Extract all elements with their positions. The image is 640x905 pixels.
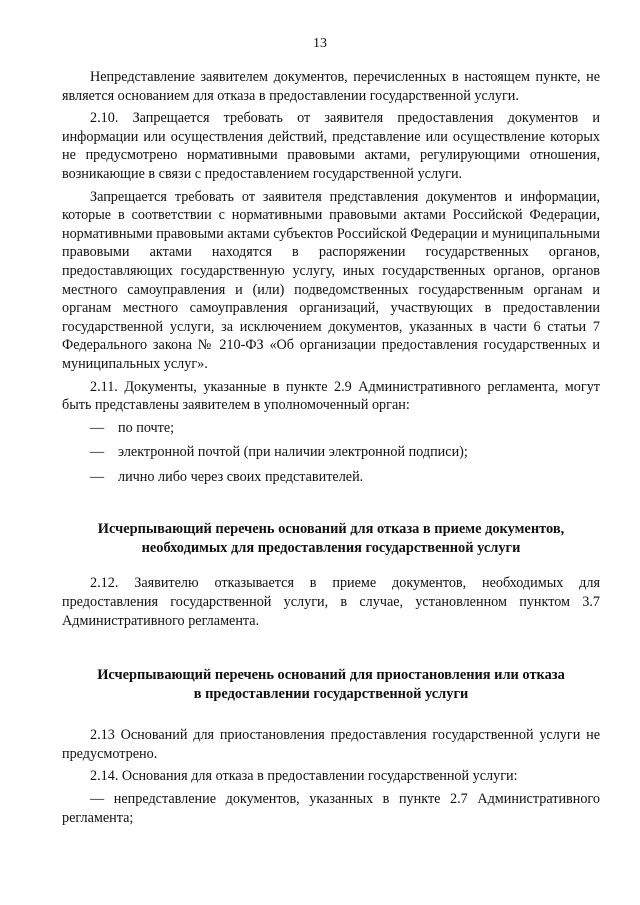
paragraph-2-14: 2.14. Основания для отказа в предоставлении государственной услуги: bbox=[90, 768, 518, 785]
paragraph-intro: Непредставление заявителем документов, перечисленных в настоящем пункте, не является основанием для отказа в предоставлении государственной услуги. bbox=[62, 69, 600, 104]
list-item-email bbox=[62, 443, 600, 462]
heading-line: Исчерпывающий перечень оснований для приостановления или отказа bbox=[97, 667, 565, 684]
page-number: 13 bbox=[313, 36, 327, 51]
dash-marker: — bbox=[90, 468, 105, 485]
document-body bbox=[62, 68, 600, 827]
list-item-mail bbox=[62, 419, 600, 438]
list-item-text: электронной почтой (при наличии электронной подписи); bbox=[118, 444, 468, 461]
paragraph-2-10: 2.10. Запрещается требовать от заявителя предоставления документов и информации или осуществления действий, представление или осуществление которых не предусмотрено нормативными правовыми актами, регулирующими отношения, возникающие в связи с предоставлением государственной услуги. bbox=[62, 110, 600, 182]
paragraph-2-13: 2.13 Оснований для приостановления предоставления государственной услуги не предусмотрено. bbox=[62, 727, 600, 762]
paragraph-prohibition: Запрещается требовать от заявителя представления документов и информации, которые в соответствии с нормативными правовыми актами Российской Федерации, нормативными правовыми актами субъектов Российской Федерации и муниципальными правовыми актами находятся в распоряжении государственных органов, предоставляющих государственную услугу, иных государственных органов, органов местного самоуправления и (или) подведомственных государственным органам и органам местного самоуправления организаций, участвующих в предоставлении государственной услуги, за исключением документов, указанных в части 6 статьи 7 Федерального закона № 210-ФЗ «Об организации предоставления государственных и муниципальных услуг». bbox=[62, 188, 600, 372]
dash-marker: — bbox=[90, 419, 105, 436]
heading-line: Исчерпывающий перечень оснований для отказа в приеме документов, bbox=[97, 521, 565, 538]
section-heading-refusal-acceptance bbox=[62, 520, 600, 558]
section-heading-suspension-refusal bbox=[62, 666, 600, 704]
paragraph-2-14-item: — непредставление документов, указанных в пункте 2.7 Административного регламента; bbox=[62, 791, 600, 826]
dash-marker: — bbox=[90, 444, 105, 461]
paragraph-2-11: 2.11. Документы, указанные в пункте 2.9 Административного регламента, могут быть представлены заявителем в уполномоченный орган: bbox=[62, 378, 600, 414]
list-item-text: по почте; bbox=[118, 419, 175, 436]
paragraph-2-12: 2.12. Заявителю отказывается в приеме документов, необходимых для предоставления государственной услуги, в случае, установленном пунктом 3.7 Административного регламента. bbox=[62, 575, 600, 629]
heading-line: необходимых для предоставления государственной услуги bbox=[141, 540, 521, 557]
list-item-text: лично либо через своих представителей. bbox=[118, 468, 364, 485]
list-item-personal bbox=[62, 468, 600, 487]
heading-line: в предоставлении государственной услуги bbox=[193, 686, 469, 703]
